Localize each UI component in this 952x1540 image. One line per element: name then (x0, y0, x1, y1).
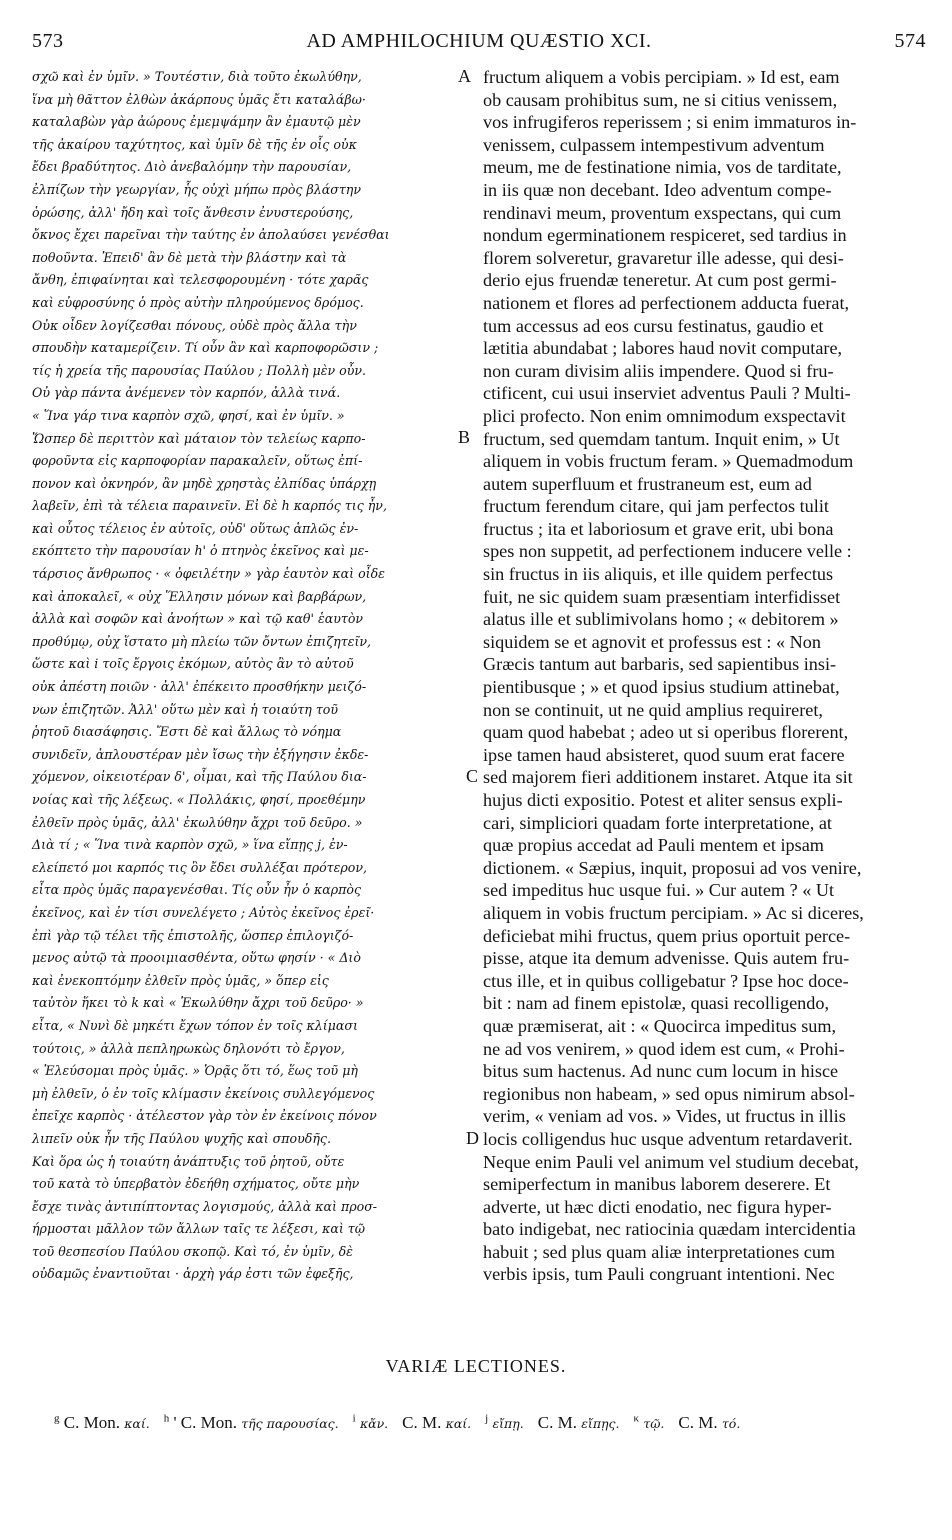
latin-text-line: bitus sum hactenus. Ad nunc cum locum in hisce (483, 1061, 839, 1082)
greek-text-line: φοροῦντα εἰς καρποφορίαν παρακαλεῖν, οὕτως ἐπί- (32, 453, 363, 469)
greek-text-line: ἄνθη, ἐπιφαίνηται καὶ τελεσφορουμένη · τότε χαρᾶς (32, 272, 369, 288)
latin-text-line: venissem, culpassem intempestivum adventum (483, 134, 825, 155)
latin-text-line: hujus dicti expositio. Potest et aliter sensus expli- (483, 790, 843, 810)
note-reading: εἴπῃ. (492, 1415, 524, 1431)
latin-text-line: verbis ipsis, tum Pauli congruant intentioni. Nec (483, 1264, 835, 1285)
running-title: AD AMPHILOCHIUM QUÆSTIO XCI. (306, 30, 652, 52)
latin-text-line: aliquem in vobis fructum percipiam. » Ac si diceres, (483, 902, 864, 923)
greek-text-line: νων ἐπιζητῶν. Ἀλλ' οὕτω μὲν καὶ ἡ τοιαύτη τοῦ (32, 701, 339, 717)
latin-text-line: dictionem. « Sæpius, inquit, proposui ad vos venire, (483, 857, 862, 878)
greek-column (32, 66, 472, 1286)
latin-text-line: bit : nam ad finem epistolæ, quasi recolligendo, (483, 993, 829, 1014)
greek-text-line: τοῦ θεσπεσίου Παύλου σκοπῷ. Καὶ τό, ἐν ὑμῖν, δὲ (32, 1243, 353, 1259)
greek-text-line: « Ἵνα γάρ τινα καρπὸν σχῶ, φησί, καὶ ἐν ὑμῖν. » (32, 407, 345, 423)
latin-text-line: fuit, ne sic quidem suam præsentiam interfidisset (483, 586, 841, 607)
latin-text-line: plici profecto. Non enim omnimodum exspectavit (483, 405, 846, 426)
latin-text-line: autem superfluum et frustraneum est, eum ad (483, 473, 812, 494)
latin-text-line: semiperfectum in manibus laborem deserere. Et (483, 1174, 831, 1195)
latin-text-line: sed impeditus huc usque fui. » Cur autem ? « Ut (483, 880, 835, 901)
latin-text-line: fructum aliquem a vobis percipiam. » Id est, eam (483, 67, 840, 87)
greek-text-line: ελείπετό μοι καρπός τις ὃν ἔδει συλλέξαι πρότερον, (32, 859, 368, 875)
greek-text-line: ἐκεῖνος, καὶ ἐν τίσι συνελέγετο ; Αὐτὸς ἐκεῖνος ἐρεῖ· (32, 904, 375, 920)
latin-text-line: florem solveretur, gravaretur ille adesse, qui desi- (483, 247, 844, 268)
variant-note (678, 1413, 740, 1432)
greek-text-line: ἵνα μὴ θᾶττον ἐλθὼν ἀκάρπους ὑμᾶς ἔτι καταλάβω· (32, 91, 366, 107)
note-reading: τῷ. (643, 1415, 665, 1431)
latin-text-line: nondum egerminationem respiceret, sed tardius in (483, 225, 847, 246)
greek-text-line: καὶ οὗτος τέλειος ἐν αὐτοῖς, οὐδ' οὕτως ἁπλῶς ἐν- (32, 520, 359, 536)
greek-text-line: καὶ ἀποκαλεῖ, « οὐχ Ἕλλησιν μόνων καὶ βαρβάρων, (32, 588, 367, 604)
variae-lectiones-heading: VARIÆ LECTIONES. (385, 1356, 567, 1376)
latin-text-line: quam quod habebat ; adeo ut si operibus florerent, (483, 722, 849, 743)
greek-text-line: εκόπτετο τὴν παρουσίαν h' ὁ πτηνὸς ἐκεῖνος καὶ με- (32, 543, 369, 559)
note-source: C. Mon. (63, 1412, 120, 1432)
greek-text-line: ἐπὶ γὰρ τῷ τέλει τῆς ἐπιστολῆς, ὥσπερ ἐπιλογιζό- (32, 927, 354, 943)
greek-text-line: μενος αὐτῷ τὰ προοιμιασθέντα, οὕτω φησίν · « Διὸ (32, 950, 361, 966)
note-source: C. M. (537, 1412, 577, 1432)
latin-text-line: derio ejus fruendæ teneretur. At cum post germi- (483, 270, 837, 291)
latin-text-line: aliquem in vobis fructum feram. » Quemadmodum (483, 451, 854, 472)
latin-text-line: pientibusque ; » et quod ipsius studium attinebat, (483, 677, 840, 698)
note-reading: καί. (124, 1415, 150, 1431)
latin-text-line: fructum ferendum citare, qui jam perfectos tulit (483, 496, 829, 517)
latin-text-line: ob causam prohibitus sum, ne si citius venissem, (483, 89, 838, 110)
greek-text-line: Οὐ γὰρ πάντα ἀνέμενεν τὸν καρπόν, ἀλλὰ τινά. (32, 385, 341, 401)
greek-text-line: ήρμοσται μᾶλλον τῶν ἄλλων ταῖς τε λέξεσι, καὶ τῷ (32, 1221, 366, 1237)
note-reading: τῆς παρουσίας. (241, 1415, 339, 1431)
greek-text-line: Διὰ τί ; « Ἵνα τινὰ καρπὸν σχῶ, » ἵνα εἴπῃς j, ἐν- (32, 837, 348, 853)
page-header (32, 30, 926, 60)
greek-text-line: εἶτα πρὸς ὑμᾶς παραγενέσθαι. Τίς οὖν ἦν ὁ καρπὸς (32, 882, 362, 898)
note-source: C. M. (678, 1412, 718, 1432)
variant-note (402, 1413, 471, 1432)
variant-note (353, 1413, 389, 1432)
latin-text-line: vos infrugiferos reperissem ; si enim immaturos in- (483, 112, 857, 133)
greek-text-line: ῥητοῦ διασάφησις. Ἔστι δὲ καὶ ἄλλως τὸ νόημα (32, 724, 342, 740)
greek-text-line: εἶτα, « Νυνὶ δὲ μηκέτι ἔχων τόπον ἐν τοῖς κλίμασι (32, 1017, 358, 1033)
greek-text-line: Ὥσπερ δὲ περιττὸν καὶ μάταιον τὸν τελείως καρπο- (32, 430, 366, 446)
latin-text-line: meum, me de festinatione nimia, vos de tarditate, (483, 157, 842, 178)
greek-text-line: μὴ ἐλθεῖν, ὁ ἐν τοῖς κλίμασιν ἐκείνοις συλλεγόμενος (32, 1085, 375, 1101)
note-source: ' C. Mon. (173, 1412, 238, 1432)
greek-text-line: ἔδει βραδύτητος. Διὸ ἀνεβαλόμην τὴν παρουσίαν, (32, 159, 352, 175)
greek-text-line: ἔσχε τινὰς ἀντιπίπτοντας λογισμούς, ἀλλὰ καὶ προσ- (32, 1198, 378, 1214)
greek-text-line: Οὐκ οἶδεν λογίζεσθαι πόνους, οὐδὲ πρὸς ἄλλα τὴν (32, 317, 357, 333)
greek-text-line: καταλαβὼν γὰρ ἀώρους ἐμεμψάμην ἂν ἐμαυτῷ μὲν (32, 114, 361, 130)
latin-text-line: spes non suppetit, ad perfectionem inducere velle : (483, 541, 852, 562)
greek-text-line: λαβεῖν, ἐπὶ τὰ τέλεια παραινεῖν. Εἰ δὲ h καρπός τις ἦν, (32, 498, 387, 514)
latin-text-line: sin fructus in iis aliquis, et ille quidem perfectus (483, 564, 834, 585)
latin-text-line: fructus ; ita et laboriosum et grave erit, ubi bona (483, 518, 834, 539)
greek-text-line: νοίας καὶ τῆς λέξεως. « Πολλάκις, φησί, προεθέμην (32, 792, 366, 807)
greek-text-line: τούτοις, » ἀλλὰ πεπληρωκὼς δηλονότι τὸ ἔργον, (32, 1040, 345, 1056)
note-marker: i (352, 1412, 356, 1424)
note-source: C. M. (402, 1412, 442, 1432)
latin-text-line: ctus ille, et in quibus colligebatur ? Ipse hoc doce- (483, 970, 849, 991)
greek-text-line: « Ἐλεύσομαι πρὸς ὑμᾶς. » Ὁρᾷς ὅτι τό, ἕως τοῦ μὴ (32, 1063, 358, 1079)
greek-text-line: ἐπεῖχε καρπὸς · ἀτέλεστον γὰρ τὸν ἐν ἐκείνοις πόνον (32, 1108, 377, 1124)
greek-text-line: σχῶ καὶ ἐν ὑμῖν. » Τουτέστιν, διὰ τοῦτο ἐκωλύθην, (32, 69, 362, 84)
variant-note (54, 1413, 150, 1432)
latin-column (483, 66, 943, 1286)
greek-text-line: τάρσιος ἄνθρωπος · « ὀφειλέτην » γὰρ ἑαυτὸν καὶ οἶδε (32, 566, 385, 582)
margin-letter-d: D (466, 1128, 479, 1148)
greek-text-line: ὁρώσης, ἀλλ' ἤδη καὶ τοῖς ἄνθεσιν ἐνυστερούσης, (32, 204, 354, 220)
latin-text-line: pisse, atque ita demum advenisse. Quis autem fru- (483, 948, 850, 969)
greek-text-line: ἐλπίζων τὴν γεωργίαν, ἧς οὐχὶ μήπω πρὸς βλάστην (32, 181, 362, 197)
latin-text-line: locis colligendus huc usque adventum retardaverit. (483, 1128, 853, 1149)
greek-text-line: ποθοῦντα. Ἐπειδ' ἂν δὲ μετὰ τὴν βλάστην καὶ τὰ (32, 249, 347, 265)
note-marker: h (163, 1412, 170, 1424)
greek-text-line: λιπεῖν οὐκ ἦν τῆς Παύλου ψυχῆς καὶ σπουδῆς. (32, 1130, 331, 1146)
latin-text-line: lætitia abundabat ; labores haud novit computare, (483, 338, 843, 359)
latin-text-line: quæ propius accedat ad Pauli mentem et ipsam (483, 835, 824, 856)
variant-note (164, 1413, 339, 1432)
latin-text-line: regionibus non habeam, » sed opus nimirum absol- (483, 1083, 855, 1104)
latin-text-line: in iis quæ non decebant. Ideo adventum compe- (483, 179, 832, 200)
latin-text-line: bato indigebat, nec ratiocinia quædam intercidentia (483, 1219, 856, 1240)
greek-text-line: προθύμῳ, οὐχ ἵστατο μὴ πλείω τῶν ὄντων ἐπιζητεῖν, (32, 633, 372, 649)
greek-text-line: σπουδὴν καταμερίζειν. Τί οὖν ἂν καὶ καρποφορῶσιν ; (32, 340, 379, 356)
greek-text-line: συνιδεῖν, ἁπλουστέραν μὲν ἴσως τὴν ἐξήγησιν ἐκδε- (32, 746, 369, 762)
latin-text-line: siquidem se et agnovit et professus est : « Non (483, 631, 821, 652)
latin-text-line: habuit ; sed plus quam aliæ interpretationes cum (483, 1241, 836, 1262)
page-number-left: 573 (32, 30, 64, 52)
note-reading: τό. (721, 1415, 741, 1431)
greek-text-line: ἀλλὰ καὶ σοφῶν καὶ ἀνοήτων » καὶ τῷ καθ' ἑαυτὸν (32, 611, 364, 627)
greek-text-line: ὄκνος ἔχει παρεῖναι τὴν ταύτης ἐν ἀπολαύσει γενέσθαι (32, 227, 390, 243)
note-marker: κ (633, 1412, 640, 1424)
note-marker: j (485, 1412, 489, 1424)
variant-note (485, 1413, 524, 1432)
variant-note (538, 1413, 620, 1432)
page-number-right: 574 (894, 30, 926, 52)
latin-text-line: non se continuit, ut ne quid amplius requireret, (483, 699, 823, 720)
greek-text-line: ταὐτὸν ἥκει τὸ k καὶ « Ἐκωλύθην ἄχρι τοῦ δεῦρο· » (32, 995, 364, 1011)
latin-text-line: cari, simpliciori quadam forte interpretatione, at (483, 812, 832, 833)
latin-text-line: Neque enim Pauli vel animum vel studium decebat, (483, 1151, 859, 1172)
note-marker: g (54, 1412, 60, 1424)
greek-text-line: ἐλθεῖν πρὸς ὑμᾶς, ἀλλ' ἐκωλύθην ἄχρι τοῦ δεῦρο. » (32, 814, 363, 830)
greek-text-line: καὶ ἐνεκοπτόμην ἐλθεῖν πρὸς ὑμᾶς, » ὅπερ εἰς (32, 972, 329, 988)
latin-text-line: tum accessus ad eos cursu festinatus, gaudio et (483, 315, 824, 336)
greek-text-line: Καὶ ὅρα ὡς ἡ τοιαύτη ἀνάπτυξις τοῦ ῥητοῦ, οὔτε (32, 1153, 345, 1169)
greek-text-line: πονον καὶ ὀκνηρόν, ἂν μηδὲ χρηστὰς ἐλπίδας ὑπάρχῃ (32, 475, 377, 491)
latin-text-line: fructum, sed quemdam tantum. Inquit enim, » Ut (483, 428, 840, 449)
greek-text-line: τῆς ἀκαίρου ταχύτητος, καὶ ὑμῖν δὲ τῆς ἐν οἷς οὐκ (32, 136, 357, 152)
latin-text-line: nationem et flores ad perfectionem adducta fuerat, (483, 292, 850, 313)
latin-text-line: rendinavi meum, proventum exspectans, qui cum (483, 202, 842, 223)
greek-text-line: χόμενον, οἰκειοτέραν δ', οἶμαι, καὶ τῆς Παύλου δια- (32, 769, 367, 785)
margin-letter-b: B (458, 427, 471, 447)
greek-text-line: καὶ εὐφροσύνης ὁ πρὸς αὐτὴν πληρούμενος δρόμος. (32, 294, 364, 310)
margin-letter-c: C (466, 766, 479, 786)
latin-text-line: quæ præmiserat, ait : « Quocirca impeditus sum, (483, 1015, 837, 1036)
latin-text-line: verim, « veniam ad vos. » Vides, ut fructus in illis (483, 1106, 846, 1127)
greek-text-line: οὐδαμῶς ἐναντιοῦται · ἀρχὴ γάρ ἐστι τῶν ἐφεξῆς, (32, 1266, 354, 1282)
variant-note (634, 1413, 665, 1432)
note-reading: καί. (445, 1415, 472, 1431)
greek-text-line: ὥστε καὶ i τοῖς ἔργοις ἐκόμων, αὐτὸς ἂν τὸ αὐτοῦ (32, 656, 354, 672)
greek-text-line: τίς ἡ χρεία τῆς παρουσίας Παύλου ; Πολλὴ μὲν οὖν. (32, 362, 367, 378)
latin-text-line: ctificent, cui usui inserviet adventus Pauli ? Multi- (483, 383, 851, 404)
latin-text-line: deficiebat mihi fructus, quem prius oportuit perce- (483, 925, 851, 946)
latin-text-line: ipse tamen haud absisteret, quod suum erat facere (483, 744, 845, 765)
latin-text-line: Græcis tantum aut barbaris, sed sapientibus insi- (483, 654, 837, 675)
latin-text-line: adverte, ut hæc dicti enodatio, nec figura hyper- (483, 1196, 832, 1217)
greek-text-line: οὐκ ἀπέστη ποιῶν · ἀλλ' ἐπέκειτο προσθήκην μειζό- (32, 679, 367, 695)
latin-text-line: alatus ille et sublimivolans homo ; « debitorem » (483, 609, 839, 630)
margin-letter-a: A (458, 66, 471, 86)
note-reading: κἄν. (359, 1415, 389, 1431)
greek-text-line: τοῦ κατὰ τὸ ὑπερβατὸν ἐδεήθη σχήματος, οὔτε μὴν (32, 1176, 360, 1192)
variant-readings (54, 1412, 932, 1433)
note-reading: εἴπῃς. (581, 1415, 620, 1431)
latin-text-line: ne ad vos venirem, » quod idem est cum, « Prohi- (483, 1038, 845, 1059)
latin-text-line: non curam divisim aliis impendere. Quod si fru- (483, 360, 834, 381)
latin-text-line: sed majorem fieri additionem instaret. Atque ita sit (483, 767, 853, 788)
